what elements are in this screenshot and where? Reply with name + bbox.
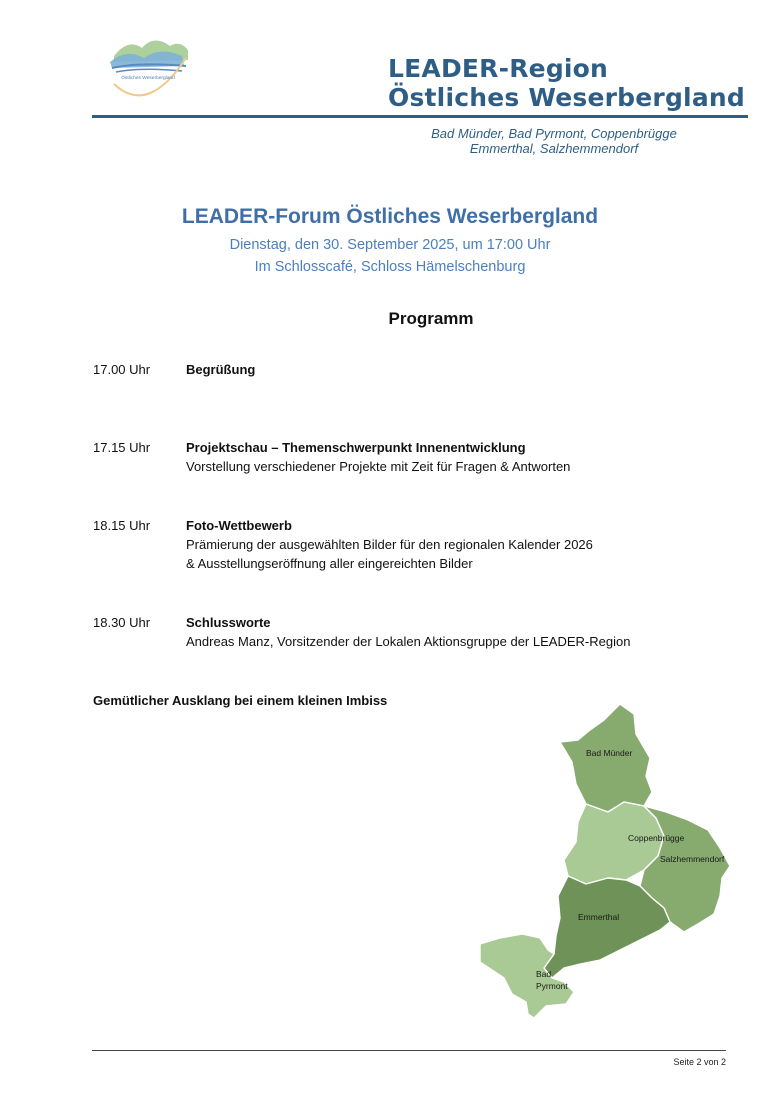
program-body	[186, 438, 706, 476]
header-divider	[92, 115, 748, 118]
header-towns	[394, 126, 714, 156]
header-title-line2: Östliches Weserbergland	[388, 83, 745, 112]
logo-text: Östliches Weserbergland	[121, 76, 175, 81]
program-body	[186, 516, 706, 573]
map-label-coppenbruegge: Coppenbrügge	[628, 833, 685, 843]
page-number: Seite 2 von 2	[673, 1057, 726, 1067]
program-body	[186, 613, 706, 651]
map-region-bad-muender	[560, 704, 652, 812]
program-title: Projektschau – Themenschwerpunkt Innenentwicklung	[186, 440, 526, 455]
map-label-salzhemmendorf: Salzhemmendorf	[660, 854, 725, 864]
map-label-bad-muender: Bad Münder	[586, 748, 633, 758]
header-title-line1: LEADER-Region	[388, 54, 609, 83]
header-towns-line2: Emmerthal, Salzhemmendorf	[469, 141, 639, 156]
map-label-pyrmont: Pyrmont	[536, 981, 568, 991]
program-detail: Vorstellung verschiedener Projekte mit Zeit für Fragen & Antworten	[186, 459, 571, 474]
program-title: Foto-Wettbewerb	[186, 518, 292, 533]
program-heading: Programm	[388, 309, 474, 328]
program-body	[186, 360, 706, 379]
closing-note: Gemütlicher Ausklang bei einem kleinen Imbiss	[93, 693, 388, 708]
program-title: Begrüßung	[186, 362, 256, 377]
program-title: Schlussworte	[186, 615, 271, 630]
header-towns-line1: Bad Münder, Bad Pyrmont, Coppenbrügge	[431, 126, 677, 141]
header-title	[388, 54, 745, 112]
event-location: Im Schlosscafé, Schloss Hämelschenburg	[254, 259, 526, 275]
program-time: 17.00 Uhr	[93, 362, 151, 377]
map-label-emmerthal: Emmerthal	[578, 912, 620, 922]
program-time: 17.15 Uhr	[93, 440, 151, 455]
map-label-bad: Bad	[536, 969, 552, 979]
region-logo	[108, 32, 192, 102]
event-date: Dienstag, den 30. September 2025, um 17:00 Uhr	[229, 237, 551, 253]
logo-water-2	[116, 69, 182, 72]
program-detail: & Ausstellungseröffnung aller eingereichten Bilder	[186, 556, 473, 571]
event-title: LEADER-Forum Östliches Weserbergland	[181, 205, 599, 228]
program-time: 18.15 Uhr	[93, 518, 151, 533]
region-map	[474, 700, 746, 1040]
program-time: 18.30 Uhr	[93, 615, 151, 630]
program-detail: Andreas Manz, Vorsitzender der Lokalen Aktionsgruppe der LEADER-Region	[186, 634, 631, 649]
program-detail: Prämierung der ausgewählten Bilder für den regionalen Kalender 2026	[186, 537, 593, 552]
footer-divider	[92, 1050, 726, 1051]
